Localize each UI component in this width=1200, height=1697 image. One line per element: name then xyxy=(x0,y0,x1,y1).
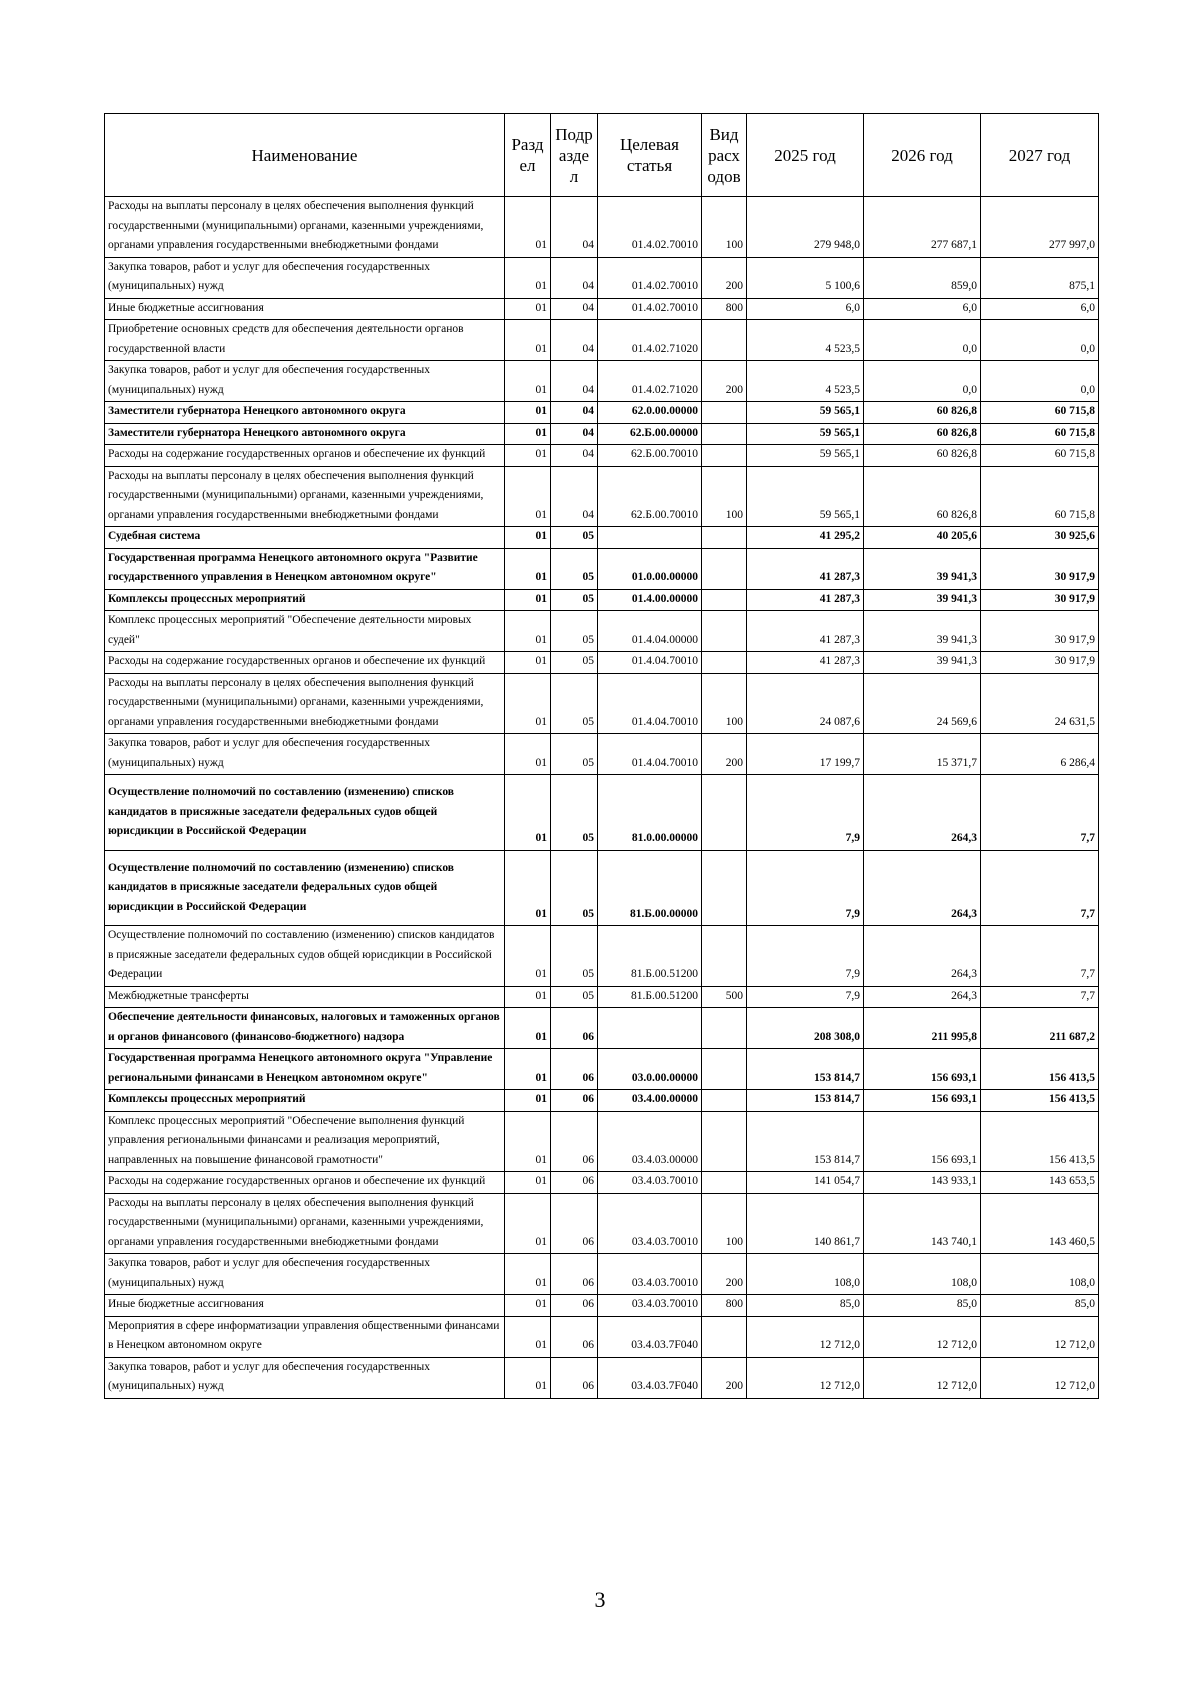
cell-value-2026: 24 569,6 xyxy=(864,673,981,734)
table-row xyxy=(105,1357,1099,1398)
cell-value-2027: 30 917,9 xyxy=(981,548,1099,589)
cell-target-article: 01.4.04.00000 xyxy=(598,611,702,652)
table-row xyxy=(105,402,1099,424)
cell-value-2027: 30 917,9 xyxy=(981,611,1099,652)
cell-target-article: 01.4.04.70010 xyxy=(598,673,702,734)
table-row xyxy=(105,926,1099,987)
table-row xyxy=(105,673,1099,734)
cell-target-article: 62.Б.00.70010 xyxy=(598,466,702,527)
cell-value-2026: 12 712,0 xyxy=(864,1316,981,1357)
cell-target-article: 62.Б.00.00000 xyxy=(598,423,702,445)
cell-value-2026: 0,0 xyxy=(864,361,981,402)
cell-subsection: 05 xyxy=(551,652,598,674)
cell-section: 01 xyxy=(505,926,551,987)
cell-section: 01 xyxy=(505,652,551,674)
cell-expense-type xyxy=(702,445,747,467)
cell-value-2027: 211 687,2 xyxy=(981,1008,1099,1049)
cell-name: Осуществление полномочий по составлению (изменению) списков кандидатов в присяжные заседатели федеральных судов общей юрисдикции в Российской Федерации xyxy=(105,850,505,926)
table-row xyxy=(105,1172,1099,1194)
cell-expense-type: 200 xyxy=(702,1254,747,1295)
cell-target-article: 03.4.03.00000 xyxy=(598,1111,702,1172)
cell-section: 01 xyxy=(505,1090,551,1112)
cell-value-2026: 60 826,8 xyxy=(864,423,981,445)
cell-expense-type xyxy=(702,1172,747,1194)
cell-target-article: 03.4.03.70010 xyxy=(598,1254,702,1295)
cell-value-2027: 0,0 xyxy=(981,361,1099,402)
table-row xyxy=(105,298,1099,320)
cell-subsection: 05 xyxy=(551,734,598,775)
cell-name: Закупка товаров, работ и услуг для обеспечения государственных (муниципальных) нужд xyxy=(105,361,505,402)
cell-value-2025: 12 712,0 xyxy=(747,1316,864,1357)
cell-value-2025: 41 287,3 xyxy=(747,611,864,652)
cell-name: Межбюджетные трансферты xyxy=(105,986,505,1008)
cell-expense-type xyxy=(702,1049,747,1090)
cell-value-2027: 7,7 xyxy=(981,986,1099,1008)
table-row xyxy=(105,1111,1099,1172)
table-row xyxy=(105,775,1099,851)
cell-value-2025: 59 565,1 xyxy=(747,466,864,527)
cell-name: Комплексы процессных мероприятий xyxy=(105,589,505,611)
cell-subsection: 06 xyxy=(551,1049,598,1090)
cell-subsection: 04 xyxy=(551,402,598,424)
cell-name: Расходы на выплаты персоналу в целях обеспечения выполнения функций государственными (муниципальными) органами, казенными учреждениями, органами управления государственными внебюджетными фондами xyxy=(105,466,505,527)
cell-value-2027: 108,0 xyxy=(981,1254,1099,1295)
cell-section: 01 xyxy=(505,1357,551,1398)
cell-value-2026: 859,0 xyxy=(864,257,981,298)
cell-value-2026: 60 826,8 xyxy=(864,402,981,424)
cell-value-2025: 41 287,3 xyxy=(747,652,864,674)
header-year-2025: 2025 год xyxy=(747,114,864,197)
table-row xyxy=(105,1049,1099,1090)
table-row xyxy=(105,1008,1099,1049)
cell-value-2027: 7,7 xyxy=(981,850,1099,926)
cell-name: Заместители губернатора Ненецкого автономного округа xyxy=(105,423,505,445)
header-year-2027: 2027 год xyxy=(981,114,1099,197)
cell-value-2026: 211 995,8 xyxy=(864,1008,981,1049)
cell-section: 01 xyxy=(505,1254,551,1295)
cell-name: Закупка товаров, работ и услуг для обеспечения государственных (муниципальных) нужд xyxy=(105,734,505,775)
cell-value-2025: 7,9 xyxy=(747,850,864,926)
cell-name: Расходы на выплаты персоналу в целях обеспечения выполнения функций государственными (муниципальными) органами, казенными учреждениями, органами управления государственными внебюджетными фондами xyxy=(105,197,505,258)
cell-section: 01 xyxy=(505,402,551,424)
header-section: Разд ел xyxy=(505,114,551,197)
cell-expense-type xyxy=(702,850,747,926)
cell-subsection: 06 xyxy=(551,1172,598,1194)
cell-value-2026: 277 687,1 xyxy=(864,197,981,258)
cell-name: Государственная программа Ненецкого автономного округа "Развитие государственного управления в Ненецком автономном округе" xyxy=(105,548,505,589)
cell-name: Государственная программа Ненецкого автономного округа "Управление региональными финансами в Ненецком автономном округе" xyxy=(105,1049,505,1090)
cell-section: 01 xyxy=(505,423,551,445)
cell-name: Обеспечение деятельности финансовых, налоговых и таможенных органов и органов финансового (финансово-бюджетного) надзора xyxy=(105,1008,505,1049)
cell-target-article: 01.4.00.00000 xyxy=(598,589,702,611)
cell-section: 01 xyxy=(505,1193,551,1254)
cell-value-2025: 7,9 xyxy=(747,986,864,1008)
cell-value-2027: 12 712,0 xyxy=(981,1357,1099,1398)
cell-target-article: 03.4.03.70010 xyxy=(598,1172,702,1194)
cell-value-2027: 143 460,5 xyxy=(981,1193,1099,1254)
cell-subsection: 06 xyxy=(551,1090,598,1112)
cell-section: 01 xyxy=(505,298,551,320)
cell-subsection: 05 xyxy=(551,986,598,1008)
cell-value-2027: 85,0 xyxy=(981,1295,1099,1317)
cell-section: 01 xyxy=(505,320,551,361)
cell-name: Осуществление полномочий по составлению (изменению) списков кандидатов в присяжные заседатели федеральных судов общей юрисдикции в Российской Федерации xyxy=(105,775,505,851)
cell-expense-type: 200 xyxy=(702,1357,747,1398)
cell-target-article xyxy=(598,527,702,549)
cell-section: 01 xyxy=(505,673,551,734)
cell-name: Иные бюджетные ассигнования xyxy=(105,298,505,320)
cell-value-2026: 60 826,8 xyxy=(864,445,981,467)
cell-expense-type xyxy=(702,548,747,589)
cell-value-2025: 41 287,3 xyxy=(747,548,864,589)
cell-value-2027: 6 286,4 xyxy=(981,734,1099,775)
table-row xyxy=(105,361,1099,402)
cell-value-2026: 264,3 xyxy=(864,775,981,851)
cell-value-2026: 264,3 xyxy=(864,986,981,1008)
table-row xyxy=(105,1090,1099,1112)
cell-value-2025: 4 523,5 xyxy=(747,361,864,402)
table-row xyxy=(105,527,1099,549)
cell-value-2025: 59 565,1 xyxy=(747,445,864,467)
cell-value-2026: 156 693,1 xyxy=(864,1049,981,1090)
cell-expense-type xyxy=(702,611,747,652)
cell-target-article: 03.4.03.7F040 xyxy=(598,1316,702,1357)
table-row xyxy=(105,986,1099,1008)
cell-value-2026: 12 712,0 xyxy=(864,1357,981,1398)
cell-value-2026: 143 933,1 xyxy=(864,1172,981,1194)
cell-target-article: 01.4.04.70010 xyxy=(598,734,702,775)
cell-expense-type: 200 xyxy=(702,734,747,775)
table-row xyxy=(105,423,1099,445)
cell-target-article: 01.4.02.71020 xyxy=(598,320,702,361)
cell-expense-type xyxy=(702,652,747,674)
cell-value-2027: 60 715,8 xyxy=(981,445,1099,467)
cell-value-2026: 85,0 xyxy=(864,1295,981,1317)
cell-section: 01 xyxy=(505,734,551,775)
cell-value-2027: 143 653,5 xyxy=(981,1172,1099,1194)
cell-value-2025: 5 100,6 xyxy=(747,257,864,298)
cell-target-article: 01.4.02.70010 xyxy=(598,197,702,258)
cell-section: 01 xyxy=(505,850,551,926)
cell-subsection: 06 xyxy=(551,1193,598,1254)
cell-value-2027: 30 917,9 xyxy=(981,589,1099,611)
cell-value-2027: 156 413,5 xyxy=(981,1049,1099,1090)
cell-value-2025: 108,0 xyxy=(747,1254,864,1295)
cell-subsection: 05 xyxy=(551,611,598,652)
table-row xyxy=(105,652,1099,674)
header-subsection: Подр азде л xyxy=(551,114,598,197)
cell-value-2026: 108,0 xyxy=(864,1254,981,1295)
cell-value-2026: 39 941,3 xyxy=(864,589,981,611)
cell-section: 01 xyxy=(505,1172,551,1194)
cell-subsection: 05 xyxy=(551,926,598,987)
cell-value-2025: 153 814,7 xyxy=(747,1111,864,1172)
cell-name: Иные бюджетные ассигнования xyxy=(105,1295,505,1317)
cell-value-2026: 6,0 xyxy=(864,298,981,320)
cell-value-2026: 156 693,1 xyxy=(864,1111,981,1172)
cell-name: Судебная система xyxy=(105,527,505,549)
budget-table-wrapper xyxy=(104,113,1099,1399)
cell-target-article xyxy=(598,1008,702,1049)
cell-value-2027: 7,7 xyxy=(981,926,1099,987)
cell-target-article: 01.0.00.00000 xyxy=(598,548,702,589)
cell-expense-type xyxy=(702,320,747,361)
cell-subsection: 04 xyxy=(551,257,598,298)
cell-name: Комплекс процессных мероприятий "Обеспечение деятельности мировых судей" xyxy=(105,611,505,652)
cell-name: Комплексы процессных мероприятий xyxy=(105,1090,505,1112)
cell-target-article: 62.Б.00.70010 xyxy=(598,445,702,467)
cell-expense-type: 100 xyxy=(702,466,747,527)
cell-name: Мероприятия в сфере информатизации управления общественными финансами в Ненецком автономном округе xyxy=(105,1316,505,1357)
cell-value-2027: 0,0 xyxy=(981,320,1099,361)
cell-value-2025: 7,9 xyxy=(747,926,864,987)
cell-value-2025: 141 054,7 xyxy=(747,1172,864,1194)
cell-subsection: 05 xyxy=(551,548,598,589)
cell-section: 01 xyxy=(505,775,551,851)
cell-subsection: 05 xyxy=(551,775,598,851)
cell-section: 01 xyxy=(505,1111,551,1172)
cell-value-2027: 12 712,0 xyxy=(981,1316,1099,1357)
cell-value-2026: 39 941,3 xyxy=(864,548,981,589)
cell-name: Заместители губернатора Ненецкого автономного округа xyxy=(105,402,505,424)
cell-value-2026: 40 205,6 xyxy=(864,527,981,549)
cell-subsection: 06 xyxy=(551,1316,598,1357)
cell-target-article: 03.4.00.00000 xyxy=(598,1090,702,1112)
cell-subsection: 05 xyxy=(551,673,598,734)
cell-value-2025: 17 199,7 xyxy=(747,734,864,775)
cell-expense-type xyxy=(702,1316,747,1357)
table-row xyxy=(105,1295,1099,1317)
cell-name: Закупка товаров, работ и услуг для обеспечения государственных (муниципальных) нужд xyxy=(105,257,505,298)
cell-section: 01 xyxy=(505,589,551,611)
cell-target-article: 81.0.00.00000 xyxy=(598,775,702,851)
cell-section: 01 xyxy=(505,1316,551,1357)
cell-target-article: 01.4.04.70010 xyxy=(598,652,702,674)
cell-section: 01 xyxy=(505,361,551,402)
cell-subsection: 05 xyxy=(551,527,598,549)
cell-value-2026: 39 941,3 xyxy=(864,611,981,652)
cell-name: Закупка товаров, работ и услуг для обеспечения государственных (муниципальных) нужд xyxy=(105,1254,505,1295)
cell-value-2026: 264,3 xyxy=(864,926,981,987)
table-row xyxy=(105,466,1099,527)
cell-target-article: 03.4.03.70010 xyxy=(598,1295,702,1317)
table-row xyxy=(105,1316,1099,1357)
header-name: Наименование xyxy=(105,114,505,197)
cell-value-2026: 264,3 xyxy=(864,850,981,926)
cell-target-article: 03.0.00.00000 xyxy=(598,1049,702,1090)
cell-target-article: 81.Б.00.00000 xyxy=(598,850,702,926)
cell-value-2025: 153 814,7 xyxy=(747,1049,864,1090)
cell-name: Комплекс процессных мероприятий "Обеспечение выполнения функций управления региональными финансами и реализация мероприятий, направленных на повышение финансовой грамотности" xyxy=(105,1111,505,1172)
table-row xyxy=(105,611,1099,652)
cell-target-article: 01.4.02.70010 xyxy=(598,298,702,320)
table-row xyxy=(105,445,1099,467)
cell-subsection: 06 xyxy=(551,1357,598,1398)
cell-name: Расходы на выплаты персоналу в целях обеспечения выполнения функций государственными (муниципальными) органами, казенными учреждениями, органами управления государственными внебюджетными фондами xyxy=(105,673,505,734)
cell-subsection: 06 xyxy=(551,1111,598,1172)
cell-value-2027: 156 413,5 xyxy=(981,1111,1099,1172)
table-row xyxy=(105,734,1099,775)
cell-target-article: 62.0.00.00000 xyxy=(598,402,702,424)
cell-expense-type xyxy=(702,775,747,851)
table-row xyxy=(105,850,1099,926)
cell-target-article: 03.4.03.70010 xyxy=(598,1193,702,1254)
cell-value-2027: 156 413,5 xyxy=(981,1090,1099,1112)
cell-expense-type: 800 xyxy=(702,298,747,320)
header-expense-type: Вид расх одов xyxy=(702,114,747,197)
cell-subsection: 05 xyxy=(551,589,598,611)
cell-expense-type xyxy=(702,1111,747,1172)
cell-section: 01 xyxy=(505,986,551,1008)
cell-subsection: 04 xyxy=(551,445,598,467)
cell-value-2025: 208 308,0 xyxy=(747,1008,864,1049)
table-row xyxy=(105,1193,1099,1254)
cell-value-2027: 60 715,8 xyxy=(981,402,1099,424)
cell-value-2025: 24 087,6 xyxy=(747,673,864,734)
cell-section: 01 xyxy=(505,197,551,258)
cell-expense-type xyxy=(702,1090,747,1112)
cell-name: Закупка товаров, работ и услуг для обеспечения государственных (муниципальных) нужд xyxy=(105,1357,505,1398)
cell-section: 01 xyxy=(505,257,551,298)
cell-name: Осуществление полномочий по составлению (изменению) списков кандидатов в присяжные заседатели федеральных судов общей юрисдикции в Российской Федерации xyxy=(105,926,505,987)
cell-value-2025: 140 861,7 xyxy=(747,1193,864,1254)
cell-name: Расходы на содержание государственных органов и обеспечение их функций xyxy=(105,1172,505,1194)
cell-value-2025: 12 712,0 xyxy=(747,1357,864,1398)
cell-value-2026: 39 941,3 xyxy=(864,652,981,674)
cell-subsection: 04 xyxy=(551,298,598,320)
cell-section: 01 xyxy=(505,611,551,652)
cell-value-2025: 4 523,5 xyxy=(747,320,864,361)
table-row xyxy=(105,257,1099,298)
cell-subsection: 04 xyxy=(551,361,598,402)
cell-section: 01 xyxy=(505,1008,551,1049)
budget-table xyxy=(104,113,1099,1399)
table-row xyxy=(105,197,1099,258)
cell-section: 01 xyxy=(505,527,551,549)
cell-subsection: 05 xyxy=(551,850,598,926)
page-number: 3 xyxy=(594,1587,606,1612)
cell-value-2027: 7,7 xyxy=(981,775,1099,851)
cell-value-2025: 7,9 xyxy=(747,775,864,851)
table-row xyxy=(105,320,1099,361)
cell-value-2026: 156 693,1 xyxy=(864,1090,981,1112)
cell-expense-type: 200 xyxy=(702,361,747,402)
cell-subsection: 06 xyxy=(551,1008,598,1049)
header-target-article: Целевая статья xyxy=(598,114,702,197)
cell-value-2027: 6,0 xyxy=(981,298,1099,320)
cell-value-2027: 277 997,0 xyxy=(981,197,1099,258)
cell-value-2027: 60 715,8 xyxy=(981,466,1099,527)
cell-expense-type xyxy=(702,527,747,549)
cell-expense-type xyxy=(702,589,747,611)
cell-value-2025: 59 565,1 xyxy=(747,423,864,445)
cell-target-article: 03.4.03.7F040 xyxy=(598,1357,702,1398)
cell-target-article: 81.Б.00.51200 xyxy=(598,926,702,987)
cell-value-2025: 59 565,1 xyxy=(747,402,864,424)
cell-name: Расходы на содержание государственных органов и обеспечение их функций xyxy=(105,445,505,467)
table-row xyxy=(105,1254,1099,1295)
table-header xyxy=(105,114,1099,197)
cell-value-2027: 875,1 xyxy=(981,257,1099,298)
cell-expense-type xyxy=(702,423,747,445)
cell-expense-type xyxy=(702,1008,747,1049)
cell-section: 01 xyxy=(505,466,551,527)
cell-subsection: 04 xyxy=(551,197,598,258)
cell-section: 01 xyxy=(505,1295,551,1317)
cell-subsection: 04 xyxy=(551,466,598,527)
cell-expense-type: 200 xyxy=(702,257,747,298)
cell-subsection: 04 xyxy=(551,423,598,445)
cell-value-2025: 41 295,2 xyxy=(747,527,864,549)
cell-expense-type xyxy=(702,926,747,987)
cell-value-2025: 85,0 xyxy=(747,1295,864,1317)
table-row xyxy=(105,589,1099,611)
cell-value-2026: 143 740,1 xyxy=(864,1193,981,1254)
cell-value-2025: 6,0 xyxy=(747,298,864,320)
cell-section: 01 xyxy=(505,445,551,467)
cell-expense-type xyxy=(702,402,747,424)
header-year-2026: 2026 год xyxy=(864,114,981,197)
cell-expense-type: 100 xyxy=(702,197,747,258)
table-body xyxy=(105,197,1099,1399)
cell-section: 01 xyxy=(505,1049,551,1090)
cell-name: Расходы на содержание государственных органов и обеспечение их функций xyxy=(105,652,505,674)
cell-value-2027: 30 917,9 xyxy=(981,652,1099,674)
cell-value-2026: 15 371,7 xyxy=(864,734,981,775)
cell-value-2026: 60 826,8 xyxy=(864,466,981,527)
cell-subsection: 06 xyxy=(551,1254,598,1295)
cell-value-2027: 60 715,8 xyxy=(981,423,1099,445)
table-row xyxy=(105,548,1099,589)
cell-subsection: 06 xyxy=(551,1295,598,1317)
cell-target-article: 81.Б.00.51200 xyxy=(598,986,702,1008)
cell-value-2025: 41 287,3 xyxy=(747,589,864,611)
cell-expense-type: 500 xyxy=(702,986,747,1008)
cell-section: 01 xyxy=(505,548,551,589)
cell-target-article: 01.4.02.70010 xyxy=(598,257,702,298)
cell-value-2025: 153 814,7 xyxy=(747,1090,864,1112)
cell-value-2027: 30 925,6 xyxy=(981,527,1099,549)
cell-name: Приобретение основных средств для обеспечения деятельности органов государственной власти xyxy=(105,320,505,361)
cell-target-article: 01.4.02.71020 xyxy=(598,361,702,402)
cell-expense-type: 800 xyxy=(702,1295,747,1317)
cell-value-2025: 279 948,0 xyxy=(747,197,864,258)
cell-value-2026: 0,0 xyxy=(864,320,981,361)
cell-subsection: 04 xyxy=(551,320,598,361)
cell-name: Расходы на выплаты персоналу в целях обеспечения выполнения функций государственными (муниципальными) органами, казенными учреждениями, органами управления государственными внебюджетными фондами xyxy=(105,1193,505,1254)
cell-value-2027: 24 631,5 xyxy=(981,673,1099,734)
cell-expense-type: 100 xyxy=(702,1193,747,1254)
cell-expense-type: 100 xyxy=(702,673,747,734)
